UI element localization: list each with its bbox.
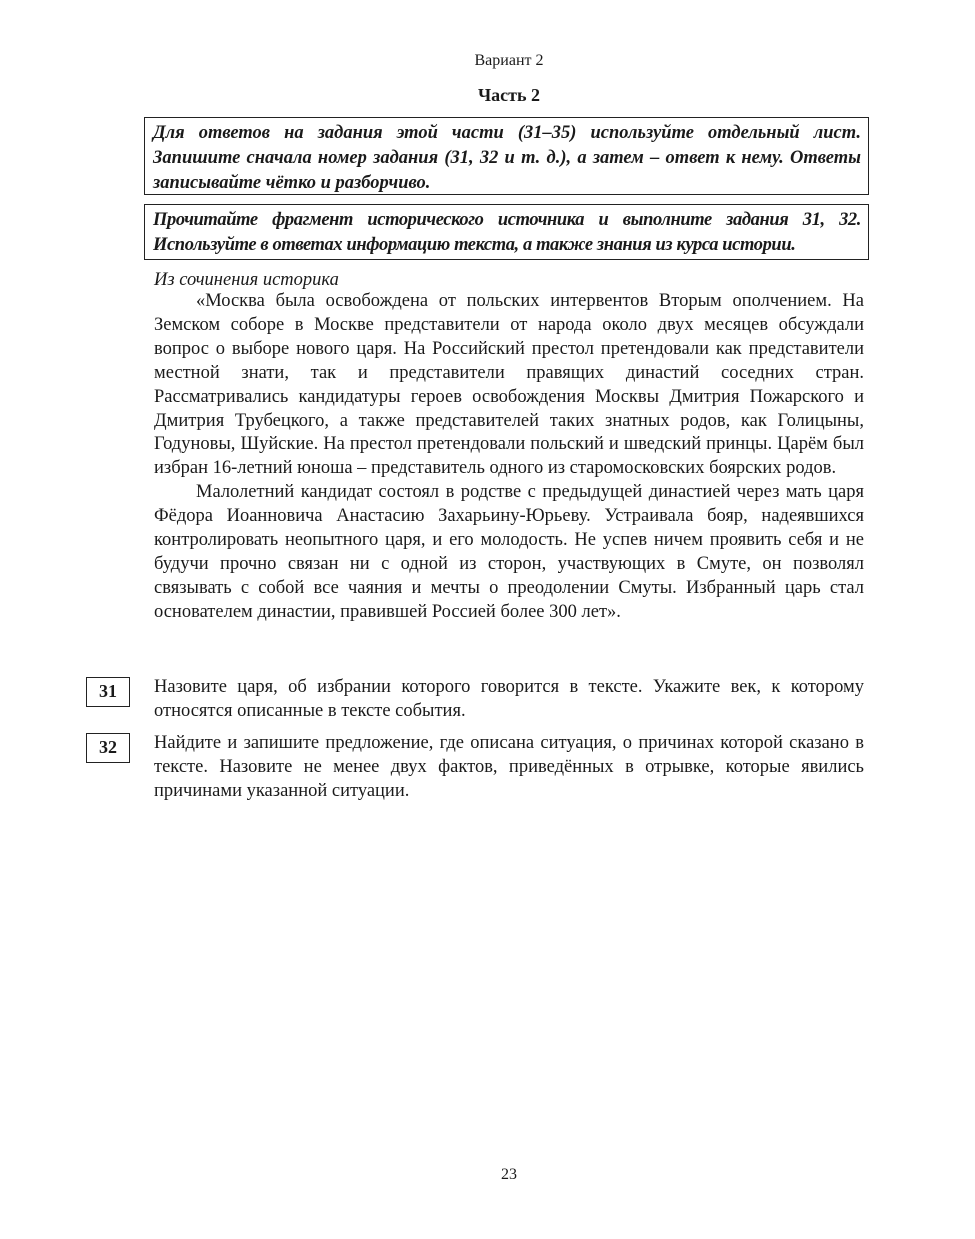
variant-heading: Вариант 2: [474, 52, 544, 69]
part-heading: Часть 2: [477, 85, 541, 105]
page-number: 23: [501, 1166, 517, 1183]
task-text: Назовите царя, об избрании которого говорится в тексте. Укажите век, к которому относятся описанные в тексте события.: [154, 677, 864, 721]
answer-instructions-box: Для ответов на задания этой части (31–35) используйте отдельный лист. Запишите сначала номер задания (31, 32 и т. д.), а затем – ответ к нему. Ответы записывайте чётко и разборчиво.: [144, 117, 869, 195]
source-paragraph: «Москва была освобождена от польских интервентов Вторым ополчением. На Земском соборе в Москве представители от народа около двух месяцев обсуждали вопрос о выборе нового царя. На Российский престол претендовали как представители местной знати, так и представители правящих династий соседних стран. Рассматривались кандидатуры героев освобождения Москвы Дмитрия Пожарского и Дмитрия Трубецкого, а также представителей таких знатных родов, как Голицыны, Годуновы, Шуйские. На престол претендовали польский и шведский принцы. Царём был избран 16-летний юноша – представитель одного из старомосковских боярских родов.: [154, 291, 864, 479]
task-number-badge: 32: [86, 733, 130, 763]
source-paragraph: Малолетний кандидат состоял в родстве с предыдущей династией через мать царя Фёдора Иоанновича Анастасию Захарьину-Юрьеву. Устраивала бояр, надеявшихся контролировать неопытного царя, и его молодость. Не успев ничем проявить себя и не будучи прочно связан ни с одной из сторон, участвующих в Смуте, он позволял связывать с собой все чаяния и мечты о преодолении Смуты. Избранный царь стал основателем династии, правившей Россией более 300 лет».: [154, 482, 864, 622]
task-number-badge: 31: [86, 677, 130, 707]
reading-instructions-box: Прочитайте фрагмент исторического источника и выполните задания 31, 32. Используйте в ответах информацию текста, а также знания из курса истории.: [144, 204, 869, 260]
task-text: Найдите и запишите предложение, где описана ситуация, о причинах которой сказано в тексте. Назовите не менее двух фактов, приведённых в отрывке, которые явились причинами указанной ситуации.: [154, 733, 864, 801]
source-caption: Из сочинения историка: [154, 270, 339, 290]
source-text: [154, 290, 864, 625]
